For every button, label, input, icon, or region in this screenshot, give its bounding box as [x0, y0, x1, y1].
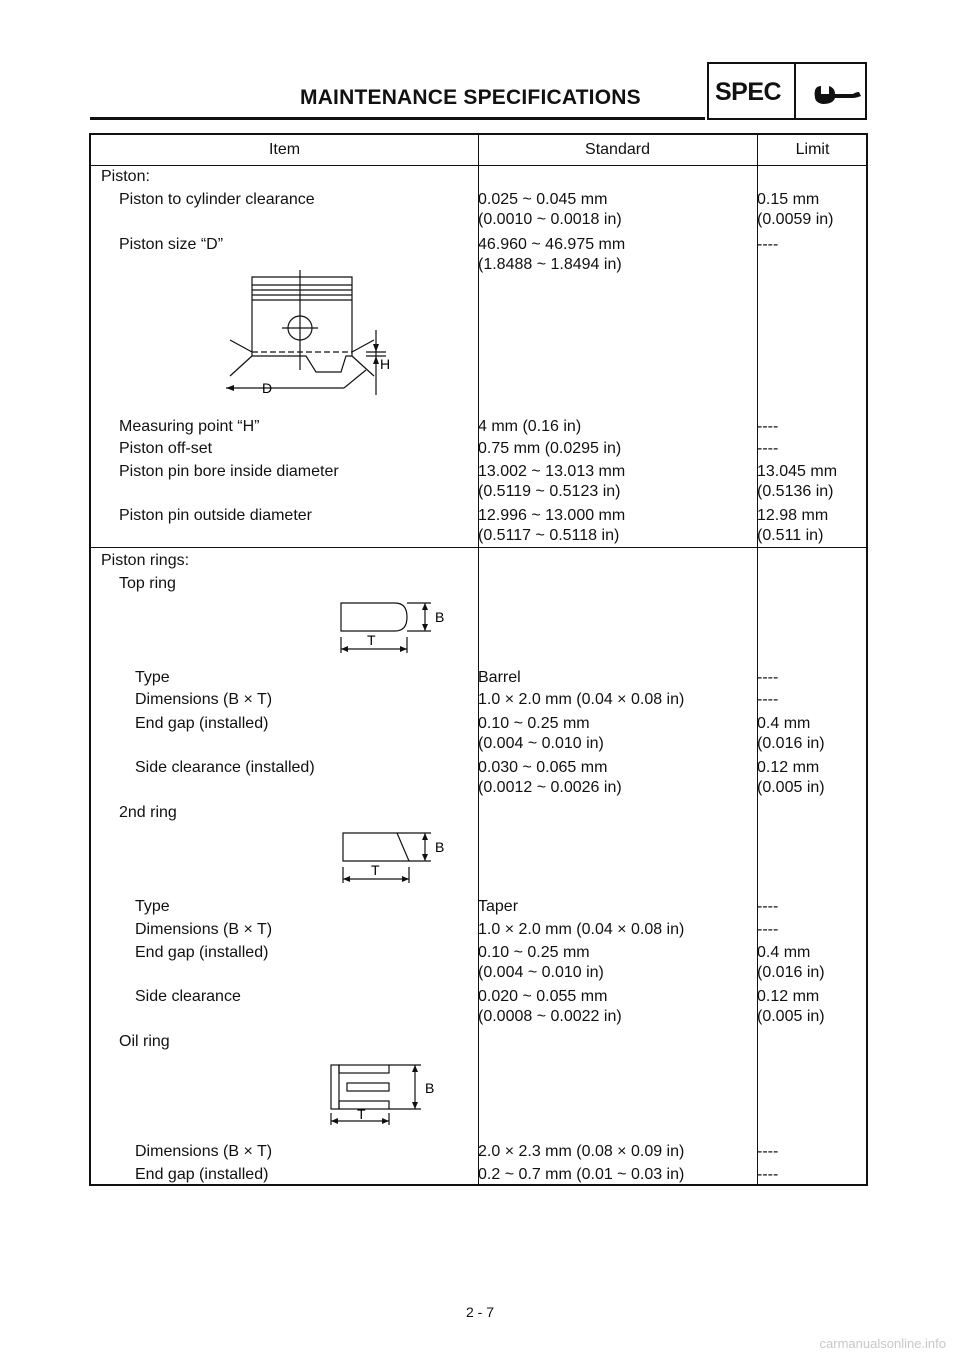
- row-standard-imperial: (0.5119 ~ 0.5123 in): [478, 483, 621, 500]
- row-standard-imperial: (0.004 ~ 0.010 in): [478, 964, 604, 981]
- page-title: MAINTENANCE SPECIFICATIONS: [300, 86, 641, 109]
- row-limit: ----: [757, 236, 779, 253]
- row-limit: ----: [757, 921, 779, 938]
- row-standard: 46.960 ~ 46.975 mm: [478, 236, 626, 253]
- row-limit-imperial: (0.016 in): [757, 964, 825, 981]
- subsection-top-ring: Top ring: [119, 575, 176, 592]
- page-number: 2 - 7: [465, 1304, 494, 1320]
- row-limit: 13.045 mm: [757, 463, 838, 480]
- spec-badge: [707, 62, 867, 120]
- row-standard-imperial: (0.0010 ~ 0.0018 in): [478, 211, 622, 228]
- subsection-oil-ring: Oil ring: [119, 1033, 170, 1050]
- header-divider: [91, 165, 866, 166]
- subsection-second-ring: 2nd ring: [119, 804, 177, 821]
- column-header-standard: Standard: [585, 141, 650, 158]
- row-standard: 0.025 ~ 0.045 mm: [478, 191, 608, 208]
- row-limit: 12.98 mm: [757, 507, 829, 524]
- row-item: End gap (installed): [135, 944, 269, 961]
- row-limit-imperial: (0.005 in): [757, 1008, 825, 1025]
- row-standard: 0.10 ~ 0.25 mm: [478, 944, 590, 961]
- row-standard: 1.0 × 2.0 mm (0.04 × 0.08 in): [478, 691, 685, 708]
- diagram-label-t: T: [357, 1106, 366, 1122]
- row-item: Side clearance: [135, 988, 241, 1005]
- spec-label: SPEC: [715, 78, 782, 106]
- row-limit: 0.15 mm: [757, 191, 820, 208]
- badge-divider: [794, 64, 796, 118]
- row-standard: Barrel: [478, 669, 521, 686]
- diagram-label-b: B: [435, 609, 445, 625]
- row-item: Dimensions (B × T): [135, 691, 273, 708]
- row-standard: 0.020 ~ 0.055 mm: [478, 988, 608, 1005]
- row-standard-imperial: (0.004 ~ 0.010 in): [478, 735, 604, 752]
- diagram-label-h: H: [380, 356, 391, 372]
- row-item: End gap (installed): [135, 1166, 269, 1183]
- row-item: Dimensions (B × T): [135, 1143, 273, 1160]
- row-item: Dimensions (B × T): [135, 921, 273, 938]
- row-limit: ----: [757, 418, 779, 435]
- piston-diagram: [216, 270, 406, 410]
- second-ring-diagram: [331, 827, 451, 889]
- row-limit-imperial: (0.005 in): [757, 779, 825, 796]
- row-limit: 0.12 mm: [757, 759, 820, 776]
- oil-ring-diagram: [319, 1057, 449, 1129]
- row-limit: 0.4 mm: [757, 715, 811, 732]
- row-standard: 2.0 × 2.3 mm (0.08 × 0.09 in): [478, 1143, 685, 1160]
- row-standard: 1.0 × 2.0 mm (0.04 × 0.08 in): [478, 921, 685, 938]
- row-item: Type: [135, 669, 170, 686]
- row-standard-imperial: (0.0012 ~ 0.0026 in): [478, 779, 622, 796]
- row-limit-imperial: (0.511 in): [757, 527, 824, 544]
- diagram-label-b: B: [425, 1080, 435, 1096]
- row-item: Piston off-set: [119, 440, 213, 457]
- row-standard: 12.996 ~ 13.000 mm: [478, 507, 626, 524]
- row-limit-imperial: (0.5136 in): [757, 483, 834, 500]
- row-limit-imperial: (0.0059 in): [757, 211, 834, 228]
- row-standard: 0.10 ~ 0.25 mm: [478, 715, 590, 732]
- row-standard: 0.75 mm (0.0295 in): [478, 440, 622, 457]
- row-limit: ----: [757, 669, 779, 686]
- header-rule: [90, 117, 705, 120]
- column-header-limit: Limit: [795, 141, 830, 158]
- wrench-icon: [809, 76, 865, 110]
- row-limit-imperial: (0.016 in): [757, 735, 825, 752]
- row-item: End gap (installed): [135, 715, 269, 732]
- row-item: Type: [135, 898, 170, 915]
- row-standard: Taper: [478, 898, 519, 915]
- row-limit: ----: [757, 440, 779, 457]
- diagram-label-t: T: [367, 632, 376, 648]
- row-standard: 4 mm (0.16 in): [478, 418, 582, 435]
- row-standard-imperial: (1.8488 ~ 1.8494 in): [478, 256, 622, 273]
- row-limit: ----: [757, 691, 779, 708]
- row-limit: ----: [757, 1166, 779, 1183]
- row-limit: ----: [757, 1143, 779, 1160]
- diagram-label-d: D: [262, 380, 273, 396]
- row-standard: 0.2 ~ 0.7 mm (0.01 ~ 0.03 in): [478, 1166, 685, 1183]
- section-heading-piston: Piston:: [101, 168, 150, 185]
- spec-table: [89, 133, 868, 1186]
- row-item: Side clearance (installed): [135, 759, 315, 776]
- top-ring-diagram: [331, 597, 451, 659]
- row-limit: 0.4 mm: [757, 944, 811, 961]
- row-item: Piston pin bore inside diameter: [119, 463, 339, 480]
- row-item: Piston pin outside diameter: [119, 507, 312, 524]
- row-item: Piston to cylinder clearance: [119, 191, 315, 208]
- row-limit: 0.12 mm: [757, 988, 820, 1005]
- row-standard-imperial: (0.5117 ~ 0.5118 in): [478, 527, 620, 544]
- watermark: carmanualsonline.info: [819, 1336, 946, 1351]
- column-header-item: Item: [268, 141, 301, 158]
- diagram-label-b: B: [435, 839, 445, 855]
- diagram-label-t: T: [371, 862, 380, 878]
- section-heading-rings: Piston rings:: [101, 552, 190, 569]
- row-item: Piston size “D”: [119, 236, 224, 253]
- row-limit: ----: [757, 898, 779, 915]
- row-standard-imperial: (0.0008 ~ 0.0022 in): [478, 1008, 622, 1025]
- section-divider: [91, 547, 866, 548]
- row-item: Measuring point “H”: [119, 418, 260, 435]
- row-standard: 13.002 ~ 13.013 mm: [478, 463, 626, 480]
- row-standard: 0.030 ~ 0.065 mm: [478, 759, 608, 776]
